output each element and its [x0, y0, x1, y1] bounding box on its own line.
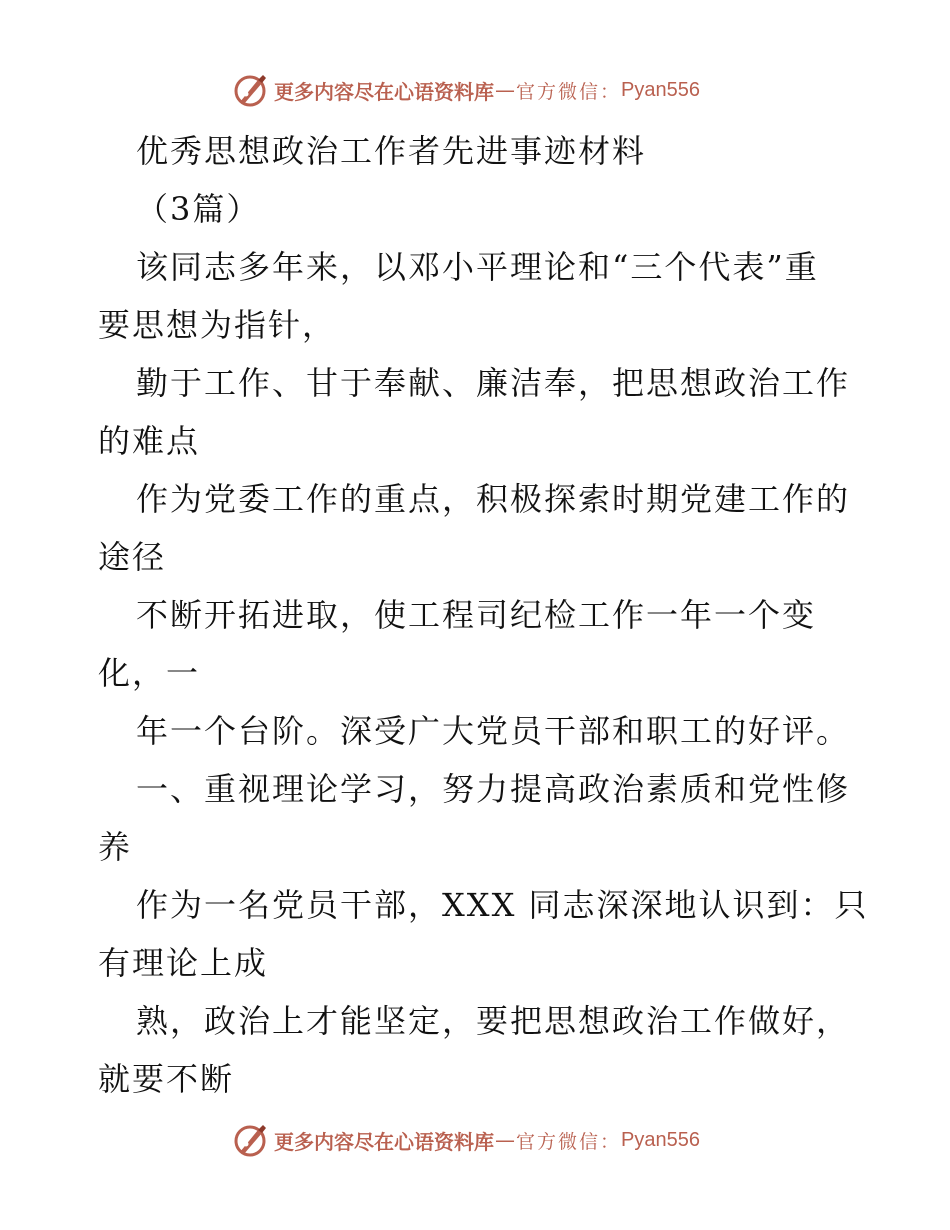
paragraph-line: 熟，政治上才能坚定，要把思想政治工作做好，	[136, 1002, 851, 1040]
paragraph-line: 该同志多年来，以邓小平理论和“三个代表”重	[136, 248, 819, 286]
paragraph-line: 勤于工作、甘于奉献、廉洁奉，把思想政治工作	[136, 364, 851, 402]
paragraph-line: 作为一名党员干部，XXX 同志深深地认识到：只	[136, 886, 869, 924]
paragraph-line: 化，一	[98, 654, 201, 692]
section-heading: 一、重视理论学习，努力提高政治素质和党性修	[136, 770, 851, 808]
watermark-wechat-id: Pyan556	[621, 78, 700, 101]
watermark-site-text: 更多内容尽在心语资料库	[274, 79, 494, 104]
paragraph-line: 作为党委工作的重点，积极探索时期党建工作的	[136, 480, 851, 518]
paragraph-line: 就要不断	[98, 1060, 235, 1098]
paragraph-line: 有理论上成	[98, 944, 269, 982]
pen-logo-icon	[232, 1122, 268, 1158]
paragraph-line: 要思想为指针，	[98, 306, 337, 344]
footer-watermark-banner	[232, 1120, 752, 1160]
section-heading-continuation: 养	[98, 828, 133, 866]
paragraph-line: 不断开拓进取，使工程司纪检工作一年一个变	[136, 596, 817, 634]
watermark-separator: —	[495, 1128, 515, 1152]
document-subtitle: （3篇）	[136, 190, 261, 228]
watermark-site-text: 更多内容尽在心语资料库	[274, 1129, 494, 1154]
header-watermark-banner	[232, 70, 752, 110]
paragraph-line: 途径	[98, 538, 167, 576]
document-title: 优秀思想政治工作者先进事迹材料	[136, 132, 647, 170]
paragraph-line: 的难点	[98, 422, 201, 460]
watermark-separator: —	[495, 78, 515, 102]
watermark-wechat-id: Pyan556	[621, 1128, 700, 1151]
pen-logo-icon	[232, 72, 268, 108]
watermark-wechat-label: 官方微信：	[516, 1130, 622, 1153]
paragraph-line: 年一个台阶。深受广大党员干部和职工的好评。	[136, 712, 851, 750]
watermark-wechat-label: 官方微信：	[516, 80, 622, 103]
document-body	[98, 122, 869, 1108]
